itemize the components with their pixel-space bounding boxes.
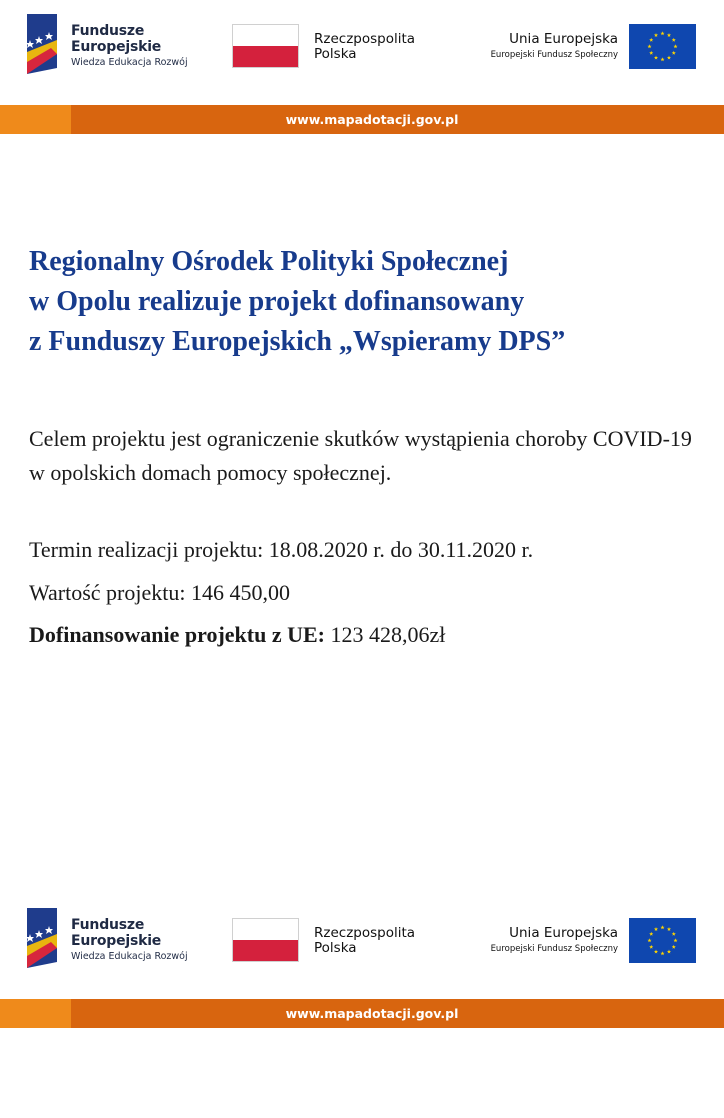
fundusze-europejskie-icon	[27, 908, 61, 968]
eu-star-icon	[667, 927, 671, 931]
rp-line2: Polska	[314, 940, 357, 956]
ue-line2: Europejski Fundusz Społeczny	[490, 944, 618, 954]
term-value: 18.08.2020 r. do 30.11.2020 r.	[268, 537, 534, 562]
ue-line1: Unia Europejska	[509, 925, 618, 941]
fundusze-line1: Fundusze	[71, 23, 145, 39]
eu-star-icon	[649, 932, 653, 936]
project-term	[29, 535, 709, 565]
value-label: Wartość projektu:	[29, 580, 186, 605]
fundusze-line1: Fundusze	[71, 917, 145, 933]
eu-star-icon	[649, 945, 653, 949]
eu-star-icon	[660, 57, 664, 61]
eu-star-icon	[649, 51, 653, 55]
logo-bar-bottom	[0, 906, 724, 976]
rp-line1: Rzeczpospolita	[314, 925, 416, 941]
url-band-bottom	[0, 999, 724, 1028]
url-link-bottom[interactable]: www.mapadotacji.gov.pl	[285, 1006, 459, 1021]
fundusze-europejskie-logo	[27, 908, 227, 968]
rp-line1: Rzeczpospolita	[314, 31, 416, 47]
eu-star-icon	[654, 56, 658, 60]
headline-line3: z Funduszy Europejskich „Wspieramy DPS”	[29, 326, 566, 357]
value-amount: 146 450,00	[190, 580, 290, 605]
poland-flag-icon	[232, 24, 299, 68]
fundusze-line2: Europejskie	[71, 39, 162, 55]
fundusze-line3: Wiedza Edukacja Rozwój	[71, 57, 188, 68]
url-band-top	[0, 105, 724, 134]
fundusze-europejskie-logo	[27, 14, 227, 74]
eu-star-icon	[654, 950, 658, 954]
eu-star-icon	[647, 938, 651, 942]
headline-line2: w Opolu realizuje projekt dofinansowany	[29, 286, 525, 317]
eu-star-icon	[672, 945, 676, 949]
fundusze-line2: Europejskie	[71, 933, 162, 949]
rp-line2: Polska	[314, 46, 357, 62]
eu-star-icon	[654, 927, 658, 931]
cofinancing-amount: 123 428,06zł	[330, 622, 446, 647]
eu-star-icon	[672, 932, 676, 936]
eu-star-icon	[673, 44, 677, 48]
eu-star-icon	[673, 938, 677, 942]
fundusze-europejskie-icon	[27, 14, 61, 74]
eu-star-icon	[672, 38, 676, 42]
project-cofinancing	[29, 620, 709, 650]
eu-flag-icon	[629, 24, 696, 69]
eu-star-icon	[660, 925, 664, 929]
eu-star-icon	[649, 38, 653, 42]
ue-line2: Europejski Fundusz Społeczny	[490, 50, 618, 60]
ue-line1: Unia Europejska	[509, 31, 618, 47]
eu-star-icon	[647, 44, 651, 48]
cofinancing-label: Dofinansowanie projektu z UE:	[29, 622, 326, 647]
eu-star-icon	[667, 56, 671, 60]
eu-star-icon	[667, 33, 671, 37]
eu-star-icon	[660, 951, 664, 955]
term-label: Termin realizacji projektu:	[29, 537, 264, 562]
project-value	[29, 578, 709, 608]
eu-flag-icon	[629, 918, 696, 963]
page-title	[29, 242, 709, 362]
headline-line1: Regionalny Ośrodek Polityki Społecznej	[29, 246, 509, 277]
eu-star-icon	[672, 51, 676, 55]
eu-star-icon	[660, 31, 664, 35]
poland-flag-icon	[232, 918, 299, 962]
logo-bar-top	[0, 12, 724, 82]
eu-star-icon	[667, 950, 671, 954]
project-description: Celem projektu jest ograniczenie skutków wystąpienia choroby COVID-19 w opolskich domach pomocy społecznej.	[29, 426, 692, 485]
eu-star-icon	[654, 33, 658, 37]
fundusze-line3: Wiedza Edukacja Rozwój	[71, 951, 188, 962]
url-link-top[interactable]: www.mapadotacji.gov.pl	[285, 112, 459, 127]
